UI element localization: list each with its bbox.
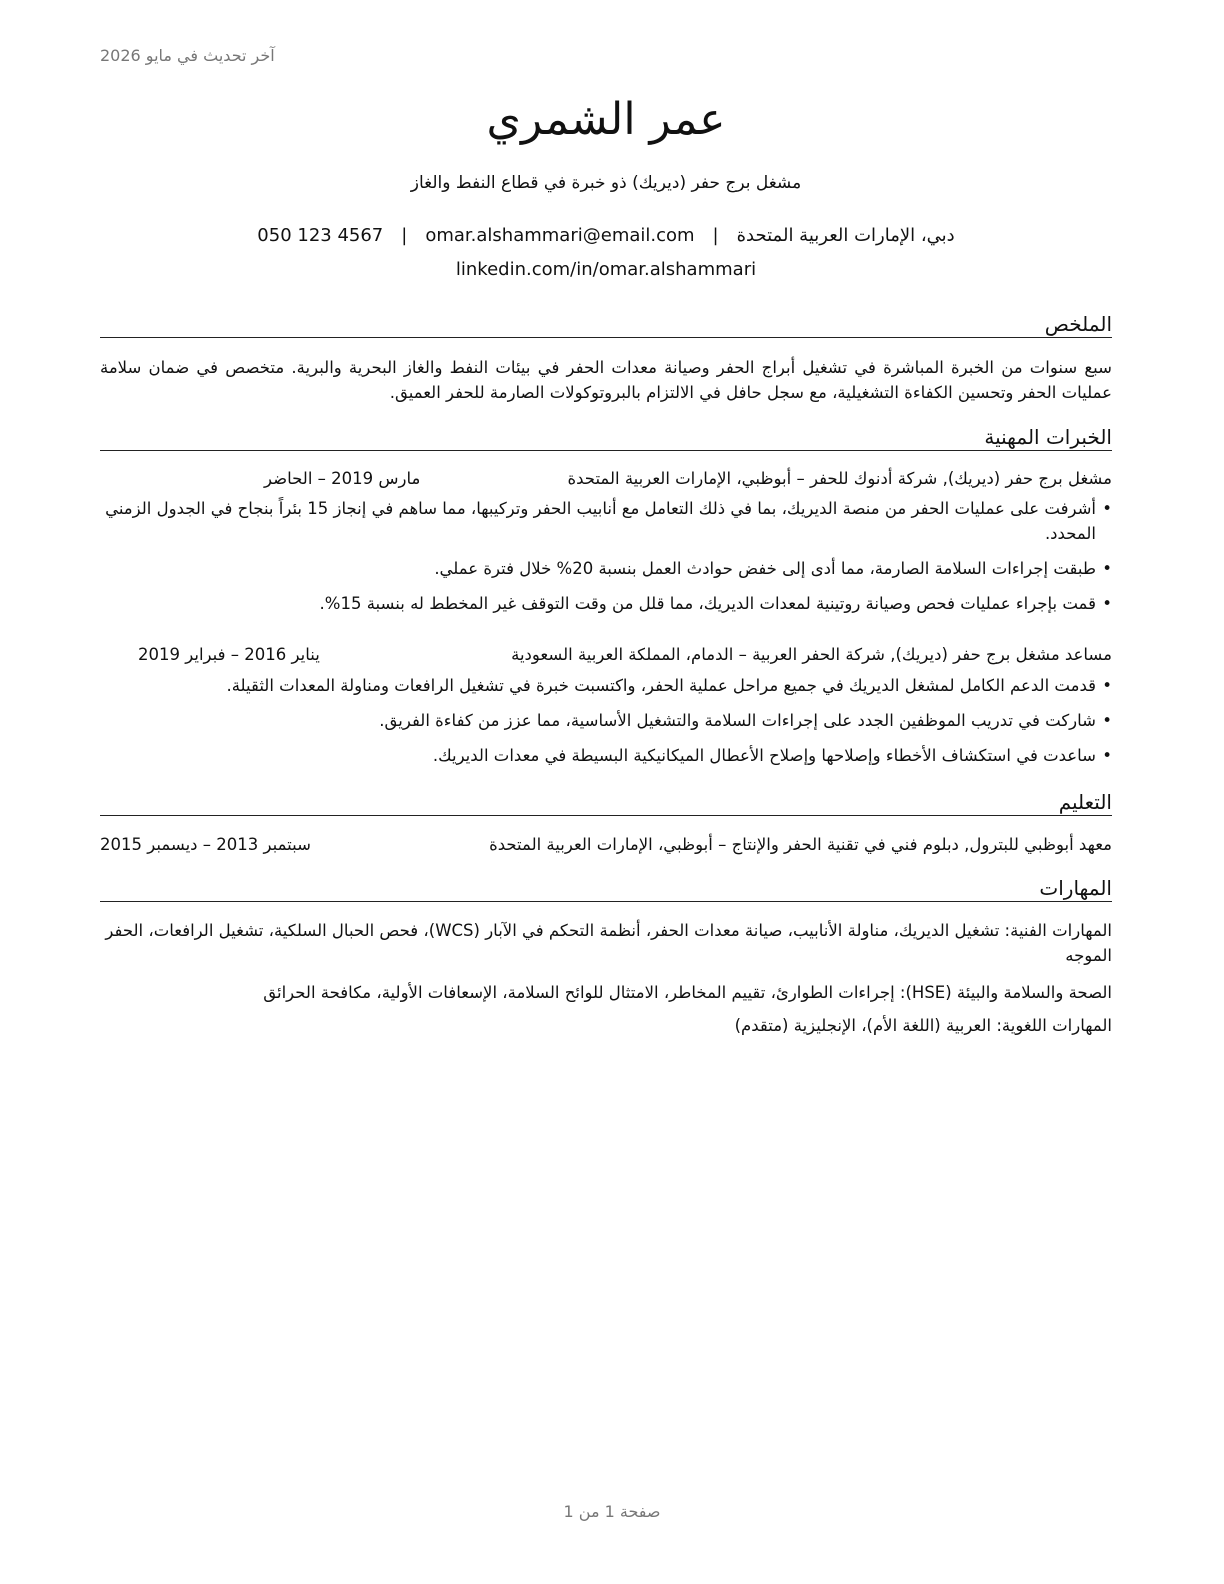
skills-hse: الصحة والسلامة والبيئة (HSE): إجراءات الطوارئ، تقييم المخاطر، الامتثال للوائح السلامة، الإسعافات الأولية، مكافحة الحرائق [263,983,1112,1002]
job-role-company: مشغل برج حفر (ديريك), شركة أدنوك للحفر – أبوظبي، الإمارات العربية المتحدة [567,469,1112,488]
section-title-skills: المهارات [100,875,1112,902]
skills-languages: المهارات اللغوية: العربية (اللغة الأم)، الإنجليزية (متقدم) [734,1016,1112,1035]
list-item: • قمت بإجراء عمليات فحص وصيانة روتينية لمعدات الديريك، مما قلل من وقت التوقف غير المخطط له بنسبة 15%. [100,591,1112,616]
list-item: • شاركت في تدريب الموظفين الجدد على إجراءات السلامة والتشغيل الأساسية، مما عزز من كفاءة الفريق. [100,708,1112,733]
education-entry [100,832,1112,858]
candidate-name: عمر الشمري [486,94,726,145]
page-number: صفحة 1 من 1 [563,1502,661,1521]
job-role-company: مساعد مشغل برج حفر (ديريك), شركة الحفر العربية – الدمام، المملكة العربية السعودية [511,645,1112,664]
list-item: • ساعدت في استكشاف الأخطاء وإصلاحها وإصلاح الأعطال الميكانيكية البسيطة في معدات الديريك. [100,743,1112,768]
job-dates: يناير 2016 – فبراير 2019 [138,645,320,664]
skills-technical: المهارات الفنية: تشغيل الديريك، مناولة الأنابيب، صيانة معدات الحفر، أنظمة التحكم في الآبار (WCS)، فحص الحبال السلكية، تشغيل الرافعات، الحفر الموجه [105,921,1112,965]
section-title-education: التعليم [100,789,1112,816]
job-header [100,642,1112,668]
education-dates: سبتمبر 2013 – ديسمبر 2015 [100,835,311,854]
contact-location: دبي، الإمارات العربية المتحدة [736,225,955,246]
last-updated-note: آخر تحديث في مايو 2026 [100,46,275,65]
contact-separator: | [712,225,719,246]
candidate-tagline: مشغل برج حفر (ديريك) ذو خبرة في قطاع النفط والغاز [410,173,802,193]
summary-text: سبع سنوات من الخبرة المباشرة في تشغيل أبراج الحفر وصيانة معدات الحفر في بيئات النفط والغاز البحرية والبرية. متخصص في ضمان سلامة عمليات الحفر وتحسين الكفاءة التشغيلية، مع سجل حافل في الالتزام بالبروتوكولات الصارمة للحفر العميق. [100,358,1112,402]
contact-phone[interactable]: 050 123 4567 [257,225,384,246]
contact-linkedin[interactable]: linkedin.com/in/omar.alshammari [455,259,757,280]
list-item: • قدمت الدعم الكامل لمشغل الديريك في جميع مراحل عملية الحفر، واكتسبت خبرة في تشغيل الرافعات ومناولة المعدات الثقيلة. [100,673,1112,698]
education-institution: معهد أبوظبي للبترول, دبلوم فني في تقنية الحفر والإنتاج – أبوظبي، الإمارات العربية المتحدة [489,835,1112,854]
section-title-experience: الخبرات المهنية [100,424,1112,451]
contact-email[interactable]: omar.alshammari@email.com [425,225,695,246]
job-bullets [100,673,1112,778]
section-title-summary: الملخص [100,311,1112,338]
list-item: • طبقت إجراءات السلامة الصارمة، مما أدى إلى خفض حوادث العمل بنسبة 20% خلال فترة عملي. [100,556,1112,581]
job-bullets [100,496,1112,626]
list-item: • أشرفت على عمليات الحفر من منصة الديريك، بما في ذلك التعامل مع أنابيب الحفر وتركيبها، مما ساهم في إنجاز 15 بئراً بنجاح في الجدول الزمني المحدد. [100,496,1112,546]
job-header [100,466,1112,492]
contact-line [100,222,1112,250]
contact-separator: | [401,225,408,246]
job-dates: مارس 2019 – الحاضر [264,469,421,488]
